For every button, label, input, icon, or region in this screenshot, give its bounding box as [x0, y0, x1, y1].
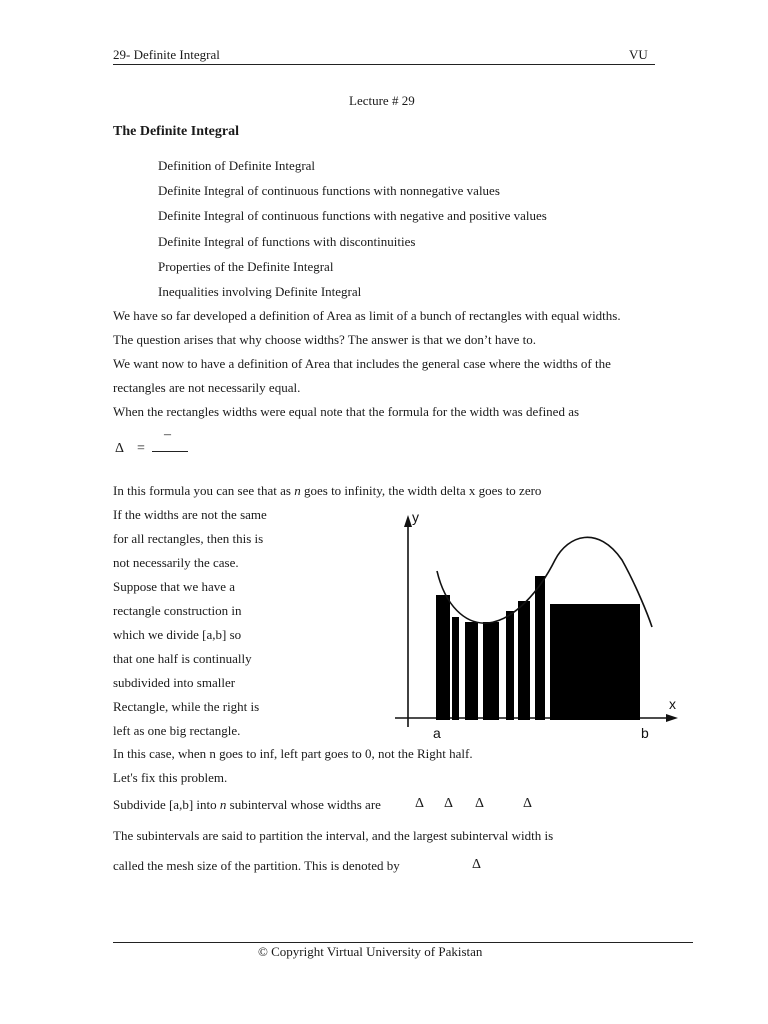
side-text-line: left as one big rectangle. — [113, 723, 241, 738]
y-axis-arrow — [404, 515, 412, 527]
side-text-line: not necessarily the case. — [113, 555, 239, 570]
topic-item: Properties of the Definite Integral — [158, 259, 334, 274]
rectangle — [518, 601, 530, 720]
x-label: x — [669, 696, 676, 712]
section-title: The Definite Integral — [113, 124, 239, 139]
big-rectangle — [550, 604, 640, 720]
header-title: 29- Definite Integral — [113, 47, 220, 62]
b-label: b — [641, 725, 649, 741]
footer-rule — [113, 942, 693, 943]
width-delta: Δ — [523, 796, 533, 811]
topic-item: Definition of Definite Integral — [158, 158, 316, 173]
side-text-line: for all rectangles, then this is — [113, 531, 264, 546]
side-text-line: If the widths are not the same — [113, 507, 267, 522]
rectangle — [452, 617, 459, 720]
topic-item: Definite Integral of continuous functions with nonnegative values — [158, 183, 500, 198]
paragraph-line: The question arises that why choose widths? The answer is that we don’t have to. — [113, 332, 537, 347]
width-delta: Δ — [475, 796, 485, 811]
subdivide-after: subinterval whose widths are — [226, 797, 381, 812]
fraction-bar — [152, 451, 188, 452]
mesh-delta: Δ — [472, 857, 482, 872]
rectangle — [465, 622, 478, 720]
footer-copyright: © Copyright Virtual University of Pakistan — [258, 944, 483, 959]
topic-item: Definite Integral of continuous functions with negative and positive values — [158, 208, 547, 223]
rectangle — [506, 611, 514, 720]
paragraph-line: We want now to have a definition of Area that includes the general case where the widths of the — [113, 356, 611, 371]
header-rule — [113, 64, 655, 65]
paragraph-line: rectangles are not necessarily equal. — [113, 380, 301, 395]
paragraph-line: We have so far developed a definition of Area as limit of a bunch of rectangles with equal widths. — [113, 308, 621, 323]
paragraph-line: When the rectangles widths were equal note that the formula for the width was defined as — [113, 404, 580, 419]
side-text-line: Rectangle, while the right is — [113, 699, 260, 714]
side-text-line: rectangle construction in — [113, 603, 242, 618]
rectangle — [483, 622, 499, 720]
formula-note-before: In this formula you can see that as — [113, 483, 295, 498]
subdivide-line — [113, 797, 381, 813]
header-vu: VU — [629, 47, 648, 62]
y-label: y — [412, 509, 419, 525]
riemann-figure — [390, 505, 685, 745]
topic-item: Definite Integral of functions with discontinuities — [158, 234, 416, 249]
subdivide-var: n — [219, 797, 227, 812]
rectangle — [535, 576, 545, 720]
formula-note — [113, 483, 541, 499]
formula-note-var: n — [294, 483, 301, 498]
side-text-line: which we divide [a,b] so — [113, 627, 242, 642]
paragraph-line: The subintervals are said to partition the interval, and the largest subinterval width is — [113, 828, 554, 843]
paragraph-line: In this case, when n goes to inf, left part goes to 0, not the Right half. — [113, 746, 473, 761]
formula-delta: Δ — [115, 441, 125, 456]
subdivide-before: Subdivide [a,b] into — [113, 797, 220, 812]
rectangle — [436, 595, 450, 720]
width-delta: Δ — [415, 796, 425, 811]
side-text-line: that one half is continually — [113, 651, 252, 666]
formula-equals: = — [137, 441, 145, 456]
formula-numerator: – — [164, 427, 171, 442]
side-text-line: subdivided into smaller — [113, 675, 236, 690]
a-label: a — [433, 725, 441, 741]
paragraph-line: Let's fix this problem. — [113, 770, 228, 785]
paragraph-line: called the mesh size of the partition. This is denoted by — [113, 858, 400, 873]
width-delta: Δ — [444, 796, 454, 811]
side-text-line: Suppose that we have a — [113, 579, 236, 594]
topic-item: Inequalities involving Definite Integral — [158, 284, 362, 299]
lecture-number: Lecture # 29 — [349, 93, 415, 108]
x-axis-arrow — [666, 714, 678, 722]
formula-note-after: goes to infinity, the width delta x goes to zero — [300, 483, 542, 498]
